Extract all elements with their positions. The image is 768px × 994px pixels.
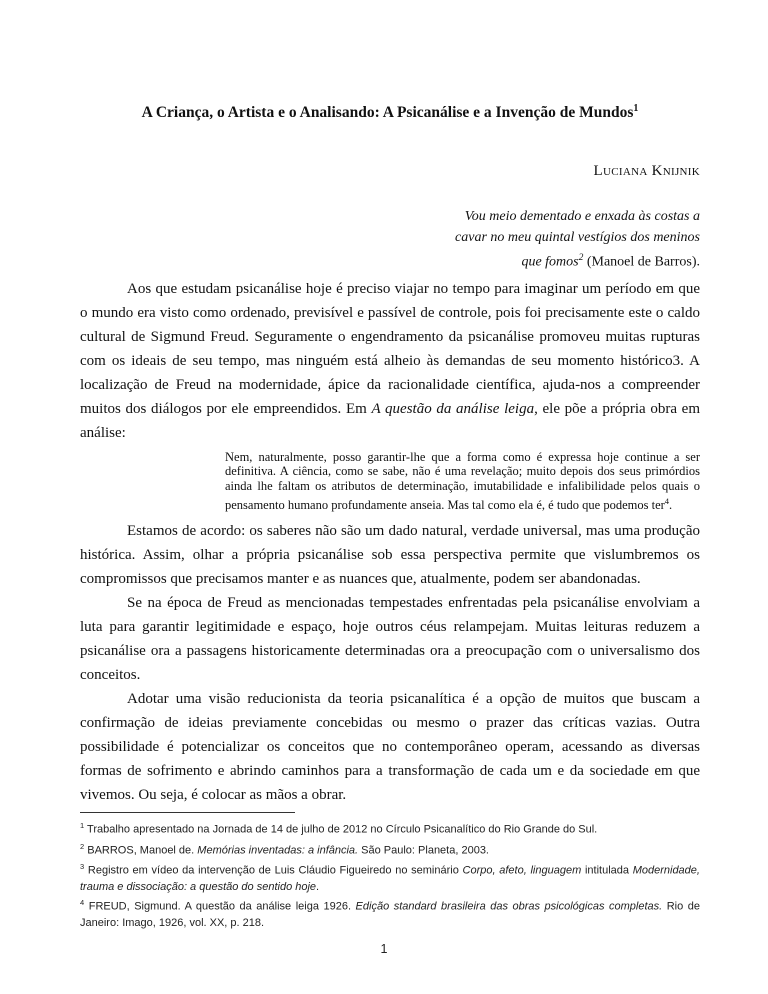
body-text [80, 277, 700, 808]
footnote-1-marker: 1 [80, 821, 85, 831]
footnote-2 [80, 839, 700, 859]
paragraph-1 [80, 277, 700, 445]
page-title [80, 0, 700, 123]
footnote-3-text: Registro em vídeo da intervenção de Luis Cláudio Figueiredo no seminário [87, 864, 463, 877]
paragraph-1-tail: , ele põe a própria obra em análise: [80, 400, 700, 441]
footnote-3 [80, 859, 700, 896]
paragraph-4: Adotar uma visão reducionista da teoria psicanalítica é a opção de muitos que buscam a confirmação de ideias previamente concebidas ou mesmo o prazer das críticas vazias. Outra possibilidade é potencializar os conceitos que no contemporâneo operam, acessando as diversas formas de sofrimento e abrindo caminhos para a transformação de cada um e da sociedade em que vivemos. Ou seja, é colocar as mãos a obrar. [80, 691, 700, 804]
block-quote-text: Nem, naturalmente, posso garantir-lhe que a forma como é expressa hoje continue a ser definitiva. A ciência, como se sabe, não é uma revelação; muito depois dos seus primórdios ainda lhe faltam os atributos de determinação, imutabilidade e infalibilidade pelos quais o pensamento humano profundamente anseia. Mas tal como ela é, é tudo que podemos ter [225, 449, 700, 512]
footnote-4-work-title: Edição standard brasileira das obras psicológicas completas. [355, 900, 663, 913]
epigraph-line-3: que fomos [521, 254, 579, 270]
author-name: Luciana Knijnik [593, 163, 700, 180]
footnote-2-tail: São Paulo: Planeta, 2003. [358, 844, 489, 857]
footnote-4-text: FREUD, Sigmund. A questão da análise leiga 1926. [88, 900, 356, 913]
title-text: A Criança, o Artista e o Analisando: A Psicanálise e a Invenção de Mundos [141, 104, 634, 122]
footnote-4-marker: 4 [80, 898, 85, 908]
page-number: 1 [380, 942, 388, 956]
footnote-3-seminar-title: Corpo, afeto, linguagem [462, 864, 582, 877]
footnote-2-marker: 2 [80, 841, 85, 851]
footnote-2-work-title: Memórias inventadas: a infância. [197, 844, 359, 857]
footnote-3-lecture-title: Modernidade, trauma e dissociação: a questão do sentido hoje [80, 864, 700, 893]
epigraph-line-1: Vou meio dementado e enxada às costas a [464, 209, 700, 225]
text-column [80, 0, 700, 932]
footnote-2-text: BARROS, Manoel de. [87, 844, 198, 857]
footnote-4 [80, 895, 700, 932]
footnote-1 [80, 818, 700, 838]
epigraph-attribution: (Manoel de Barros). [583, 254, 700, 270]
paragraph-2: Estamos de acordo: os saberes não são um dado natural, verdade universal, mas uma produção histórica. Assim, olhar a própria psicanálise sob essa perspectiva permite que vislumbremos os compromissos que precisamos manter e as nuances que, atualmente, podem ser abandonadas. [80, 523, 700, 588]
block-quote-footnote-ref: 4 [664, 495, 670, 506]
footnote-4-tail: Rio de Janeiro: Imago, 1926, vol. XX, p. 218. [80, 900, 700, 930]
paragraph-1-work-title: A questão da análise leiga [371, 400, 535, 417]
footnote-separator [80, 812, 295, 813]
title-footnote-ref: 1 [633, 103, 639, 114]
footnote-1-text: Trabalho apresentado na Jornada de 14 de julho de 2012 no Círculo Psicanalítico do Rio Grande do Sul. [87, 824, 598, 836]
paragraph-1-text: Aos que estudam psicanálise hoje é preciso viajar no tempo para imaginar um período em que o mundo era visto como ordenado, previsível e passível de controle, pois foi precisamente este o caldo cultural de Sigmund Freud. Seguramente o engendramento da psicanálise promoveu muitas rupturas com os ideais de seu tempo, mas ninguém está alheio às demandas de seu momento histórico3. A localização de Freud na modernidade, ápice da racionalidade científica, ajuda-nos a compreender muitos dos diálogos por ele empreendidos. Em [80, 280, 700, 417]
footnote-3-tail: . [316, 880, 320, 893]
footnotes-section [80, 812, 700, 932]
footnote-3-mid: intitulada [581, 864, 633, 877]
footnote-3-marker: 3 [80, 861, 85, 871]
epigraph-footnote-ref: 2 [578, 253, 584, 264]
block-quote-period: . [669, 497, 673, 512]
epigraph [80, 206, 700, 273]
paragraph-3: Se na época de Freud as mencionadas tempestades enfrentadas pela psicanálise envolviam a luta para garantir legitimidade e espaço, hoje outros céus relampejam. Muitas leituras reduzem a psicanálise ora a passagens historicamente determinadas ora a preocupação com o universalismo dos conceitos. [80, 595, 700, 684]
block-quote [225, 450, 700, 513]
epigraph-line-2: cavar no meu quintal vestígios dos meninos [455, 230, 700, 246]
